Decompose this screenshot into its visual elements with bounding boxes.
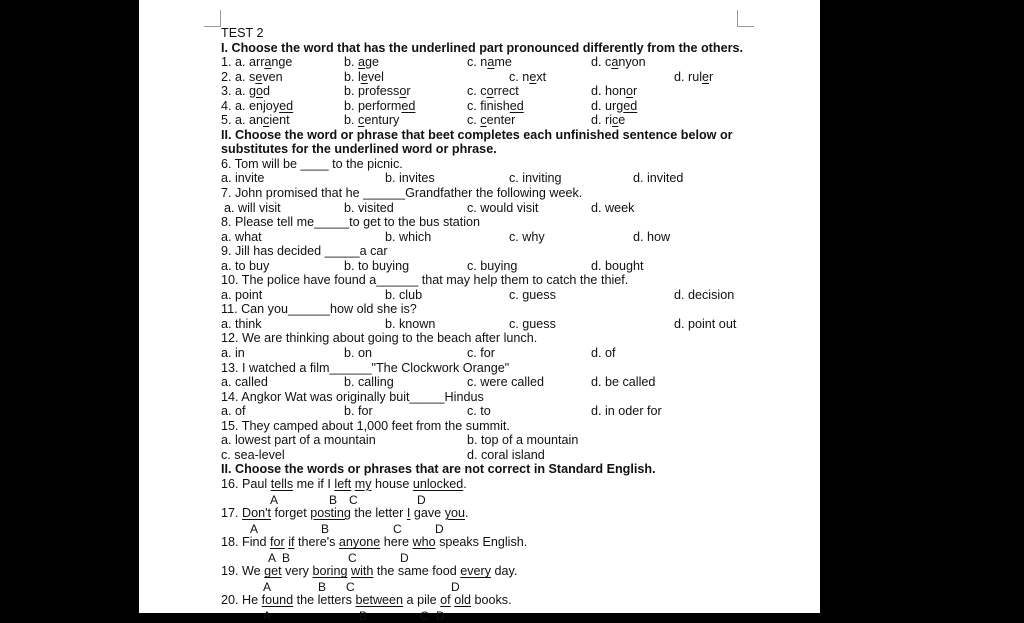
- answer-letter: C: [349, 492, 358, 507]
- underlined-segment: who: [412, 535, 436, 550]
- answer-letter: C: [393, 521, 402, 536]
- option-a: a. of: [221, 404, 246, 419]
- answer-letter: B: [321, 521, 330, 536]
- section2-heading: II. Choose the word or phrase that beet completes each unfinished sentence below or: [221, 127, 733, 142]
- question-row: [221, 99, 801, 114]
- option-text-part: d. ri: [591, 113, 612, 128]
- sentence-segment: books.: [471, 593, 512, 608]
- document-page: [139, 0, 820, 623]
- option-d: [674, 70, 713, 85]
- answer-options-row: [221, 171, 801, 186]
- question-stem: 6. Tom will be ____ to the picnic.: [221, 156, 403, 171]
- sentence-segment: 16. Paul: [221, 476, 271, 491]
- option-text-part: b. profess: [344, 84, 400, 99]
- sentence: [221, 535, 527, 550]
- option-text-part: rrect: [493, 84, 519, 99]
- answer-letter: D: [417, 492, 426, 507]
- underlined-part: ed: [623, 98, 638, 113]
- sentence-row: [221, 477, 801, 492]
- option-d: d. invited: [633, 171, 684, 186]
- sentence: [221, 506, 469, 521]
- document-content: [221, 26, 801, 622]
- question-stem: 12. We are thinking about going to the beach after lunch.: [221, 331, 538, 346]
- underlined-part: ed: [509, 98, 524, 113]
- option-text-part: b.: [344, 113, 359, 128]
- answer-options-row: [221, 448, 801, 463]
- sentence-segment: very: [281, 564, 313, 579]
- answer-letter: A: [270, 492, 279, 507]
- sentence: [221, 593, 512, 608]
- option-b: [344, 99, 415, 114]
- option-a: a. point: [221, 287, 263, 302]
- answer-options-row: [221, 230, 801, 245]
- option-b: [344, 55, 379, 70]
- answer-letter: B: [282, 550, 291, 565]
- option-text-part: e: [618, 113, 626, 128]
- underlined-part: a: [264, 55, 272, 70]
- sentence-segment: day.: [491, 564, 518, 579]
- underlined-part: c: [612, 113, 619, 128]
- option-text-part: ven: [262, 69, 283, 84]
- underlined-segment: Don't: [242, 506, 272, 521]
- answer-letter: B: [329, 492, 338, 507]
- underlined-segment: I: [406, 506, 411, 521]
- question-stem: 7. John promised that he ______Grandfather the following week.: [221, 186, 583, 201]
- option-c: [467, 84, 519, 99]
- option-text-part: vel: [367, 69, 384, 84]
- option-d: d. decision: [674, 287, 735, 302]
- option-a: [221, 70, 283, 85]
- option-text-part: d: [263, 84, 271, 99]
- underlined-part: e: [360, 69, 368, 84]
- underlined-segment: if: [288, 535, 295, 550]
- section2-questions: [221, 157, 801, 462]
- answer-letters-row: [221, 579, 801, 594]
- underlined-part: ed: [401, 98, 416, 113]
- sentence-segment: house: [371, 476, 413, 491]
- option-d: d. be called: [591, 375, 656, 390]
- underlined-part: e: [529, 69, 537, 84]
- sentence-segment: me if I: [293, 476, 335, 491]
- answer-letters-row: [221, 492, 801, 507]
- answer-options-row: [221, 288, 801, 303]
- option-text-part: b. l: [344, 69, 361, 84]
- section3-heading-row: [221, 462, 801, 477]
- sentence-segment: .: [465, 506, 469, 521]
- option-text-part: 2. a. s: [221, 69, 256, 84]
- option-text-part: c. finish: [467, 98, 510, 113]
- option-a: a. called: [221, 375, 268, 390]
- sentence: [221, 564, 517, 579]
- underlined-part: o: [486, 84, 494, 99]
- option-text-part: ge: [365, 55, 380, 70]
- sentence-segment: 18. Find: [221, 535, 271, 550]
- answer-letter: C: [420, 608, 429, 623]
- document-title: TEST 2: [221, 26, 264, 40]
- question-stem: 14. Angkor Wat was originally buit_____Hindus: [221, 389, 484, 404]
- sentence-segment: there's: [294, 535, 339, 550]
- crop-mark-right: [737, 10, 754, 27]
- option-text-part: me: [494, 55, 512, 70]
- option-a: [221, 113, 290, 128]
- option-b: b. which: [385, 229, 432, 244]
- underlined-segment: unlocked: [412, 476, 464, 491]
- answer-options-row: [221, 404, 801, 419]
- answer-options-row: [221, 346, 801, 361]
- option-a: a. will visit: [224, 200, 281, 215]
- option-d: d. point out: [674, 316, 737, 331]
- underlined-part: o: [399, 84, 407, 99]
- option-c: c. would visit: [467, 200, 539, 215]
- option-d: d. coral island: [467, 447, 545, 462]
- underlined-segment: every: [460, 564, 492, 579]
- answer-letter: A: [263, 579, 272, 594]
- option-b: b. visited: [344, 200, 394, 215]
- option-text-part: d. urg: [591, 98, 624, 113]
- option-d: [591, 99, 637, 114]
- option-c: [467, 99, 524, 114]
- option-b: b. top of a mountain: [467, 433, 579, 448]
- question-stem-row: [221, 361, 801, 376]
- underlined-segment: between: [355, 593, 404, 608]
- question-stem-row: [221, 244, 801, 259]
- option-text-part: c. c: [467, 84, 487, 99]
- option-c: c. to: [467, 404, 491, 419]
- option-c: [467, 55, 512, 70]
- option-d: d. of: [591, 346, 616, 361]
- sentence-row: [221, 535, 801, 550]
- answer-letters-row: [221, 608, 801, 623]
- option-d: d. in oder for: [591, 404, 662, 419]
- question-stem: 10. The police have found a______ that may help them to catch the thief.: [221, 273, 629, 288]
- option-a: [221, 55, 292, 70]
- answer-options-row: [221, 259, 801, 274]
- option-text-part: d. c: [591, 55, 612, 70]
- underlined-segment: you: [444, 506, 465, 521]
- option-a: a. think: [221, 316, 262, 331]
- sentence-segment: a pile: [403, 593, 441, 608]
- sentence-segment: gave: [410, 506, 445, 521]
- sentence-segment: here: [380, 535, 413, 550]
- answer-letter: D: [451, 579, 460, 594]
- section2-heading-row-2: [221, 142, 801, 157]
- option-text-part: 3. a. g: [221, 84, 257, 99]
- underlined-part: c: [358, 113, 365, 128]
- option-text-part: 5. a. an: [221, 113, 264, 128]
- answer-letter: D: [435, 521, 444, 536]
- underlined-segment: with: [351, 564, 374, 579]
- option-c: c. why: [509, 229, 545, 244]
- option-text-part: d. hon: [591, 84, 627, 99]
- option-b: [344, 84, 411, 99]
- answer-letter: A: [250, 521, 259, 536]
- option-b: b. club: [385, 287, 423, 302]
- underlined-part: e: [255, 69, 263, 84]
- answer-letter: C: [348, 550, 357, 565]
- option-text-part: nyon: [618, 55, 646, 70]
- sentence-segment: 17.: [221, 506, 243, 521]
- underlined-part: a: [358, 55, 366, 70]
- option-b: [344, 113, 399, 128]
- option-b: [344, 70, 384, 85]
- option-text-part: c. n: [467, 55, 488, 70]
- question-row: [221, 70, 801, 85]
- option-text-part: d. rul: [674, 69, 702, 84]
- option-b: b. for: [344, 404, 373, 419]
- question-stem-row: [221, 390, 801, 405]
- question-stem-row: [221, 302, 801, 317]
- sentence-row: [221, 564, 801, 579]
- question-stem: 13. I watched a film______"The Clockwork Orange": [221, 360, 510, 375]
- answer-letter: A: [263, 608, 272, 623]
- sentence-segment: 20. He: [221, 593, 262, 608]
- sentence-segment: the same food: [373, 564, 461, 579]
- section2-heading-continued: substitutes for the underlined word or phrase.: [221, 142, 497, 157]
- underlined-part: a: [487, 55, 495, 70]
- sentence-segment: 19. We: [221, 564, 265, 579]
- underlined-segment: my: [354, 476, 372, 491]
- underlined-part: c: [263, 113, 270, 128]
- underlined-segment: boring: [312, 564, 348, 579]
- underlined-part: e: [702, 69, 710, 84]
- option-d: d. how: [633, 229, 671, 244]
- option-text-part: r: [406, 84, 411, 99]
- sentence-segment: .: [463, 476, 467, 491]
- sentence-segment: speaks English.: [435, 535, 528, 550]
- sentence-row: [221, 506, 801, 521]
- option-c: c. sea-level: [221, 447, 285, 462]
- option-c: c. guess: [509, 316, 556, 331]
- option-a: a. what: [221, 229, 262, 244]
- question-stem-row: [221, 186, 801, 201]
- question-stem: 8. Please tell me_____to get to the bus station: [221, 215, 481, 230]
- option-a: a. to buy: [221, 258, 270, 273]
- option-c: c. inviting: [509, 171, 562, 186]
- option-a: a. in: [221, 346, 245, 361]
- question-stem-row: [221, 157, 801, 172]
- question-stem: 15. They camped about 1,000 feet from the summit.: [221, 418, 510, 433]
- option-text-part: r: [633, 84, 638, 99]
- underlined-segment: for: [270, 535, 285, 550]
- underlined-part: ed: [279, 98, 294, 113]
- underlined-segment: posting: [310, 506, 351, 521]
- section3-questions: [221, 477, 801, 622]
- section1-heading-row: [221, 41, 801, 56]
- option-c: c. buying: [467, 258, 518, 273]
- option-c: c. were called: [467, 375, 544, 390]
- underlined-segment: anyone: [338, 535, 381, 550]
- question-stem-row: [221, 419, 801, 434]
- option-text-part: c.: [467, 113, 481, 128]
- crop-mark-left: [204, 10, 221, 27]
- sentence-segment: forget: [271, 506, 311, 521]
- answer-options-row: [221, 317, 801, 332]
- option-text-part: entury: [364, 113, 400, 128]
- option-b: b. on: [344, 346, 373, 361]
- sentence-segment: the letters: [293, 593, 356, 608]
- option-b: b. known: [385, 316, 436, 331]
- question-row: [221, 113, 801, 128]
- option-d: [591, 113, 625, 128]
- option-b: b. to buying: [344, 258, 410, 273]
- option-text-part: r: [709, 69, 714, 84]
- option-text-part: nge: [271, 55, 293, 70]
- option-text-part: xt: [536, 69, 547, 84]
- answer-letter: A: [268, 550, 277, 565]
- answer-letter: D: [436, 608, 445, 623]
- option-d: d. week: [591, 200, 635, 215]
- sentence-segment: the letter: [350, 506, 407, 521]
- question-row: [221, 84, 801, 99]
- option-c: [509, 70, 546, 85]
- option-c: c. for: [467, 346, 495, 361]
- underlined-part: o: [626, 84, 634, 99]
- underlined-part: o: [256, 84, 264, 99]
- answer-letters-row: [221, 521, 801, 536]
- option-text-part: ient: [269, 113, 290, 128]
- answer-options-row: [221, 375, 801, 390]
- option-d: d. bought: [591, 258, 644, 273]
- sentence: [221, 477, 467, 492]
- title-row: [221, 26, 801, 41]
- underlined-part: a: [611, 55, 619, 70]
- underlined-segment: get: [264, 564, 282, 579]
- option-c: [467, 113, 515, 128]
- answer-letters-row: [221, 550, 801, 565]
- answer-letter: B: [318, 579, 327, 594]
- option-b: b. invites: [385, 171, 435, 186]
- option-text-part: b. perform: [344, 98, 402, 113]
- option-b: b. calling: [344, 375, 394, 390]
- option-d: [591, 84, 637, 99]
- option-text-part: b.: [344, 55, 359, 70]
- option-d: [591, 55, 646, 70]
- option-text-part: c. n: [509, 69, 530, 84]
- answer-letter: C: [346, 579, 355, 594]
- option-a: a. invite: [221, 171, 265, 186]
- question-stem-row: [221, 215, 801, 230]
- option-a: [221, 99, 293, 114]
- option-a: a. lowest part of a mountain: [221, 433, 376, 448]
- question-stem-row: [221, 331, 801, 346]
- underlined-segment: old: [454, 593, 471, 608]
- underlined-part: c: [480, 113, 487, 128]
- section3-heading: II. Choose the words or phrases that are not correct in Standard English.: [221, 462, 656, 477]
- underlined-segment: tells: [270, 476, 294, 491]
- question-row: [221, 55, 801, 70]
- section2-heading-row: [221, 128, 801, 143]
- sentence-row: [221, 593, 801, 608]
- question-stem: 9. Jill has decided _____a car: [221, 244, 388, 259]
- option-a: [221, 84, 270, 99]
- option-text-part: enter: [486, 113, 516, 128]
- option-text-part: 1. a. arr: [221, 55, 265, 70]
- underlined-segment: left: [334, 476, 352, 491]
- question-stem-row: [221, 273, 801, 288]
- answer-options-row: [221, 433, 801, 448]
- underlined-segment: found: [261, 593, 294, 608]
- answer-letter: B: [359, 608, 368, 623]
- question-stem: 11. Can you______how old she is?: [221, 302, 417, 317]
- option-text-part: 4. a. enjoy: [221, 98, 280, 113]
- answer-options-row: [221, 201, 801, 216]
- section1-questions: [221, 55, 801, 128]
- answer-letter: D: [400, 550, 409, 565]
- underlined-segment: of: [440, 593, 451, 608]
- section1-heading: I. Choose the word that has the underlined part pronounced differently from the others.: [221, 40, 743, 55]
- option-c: c. guess: [509, 287, 556, 302]
